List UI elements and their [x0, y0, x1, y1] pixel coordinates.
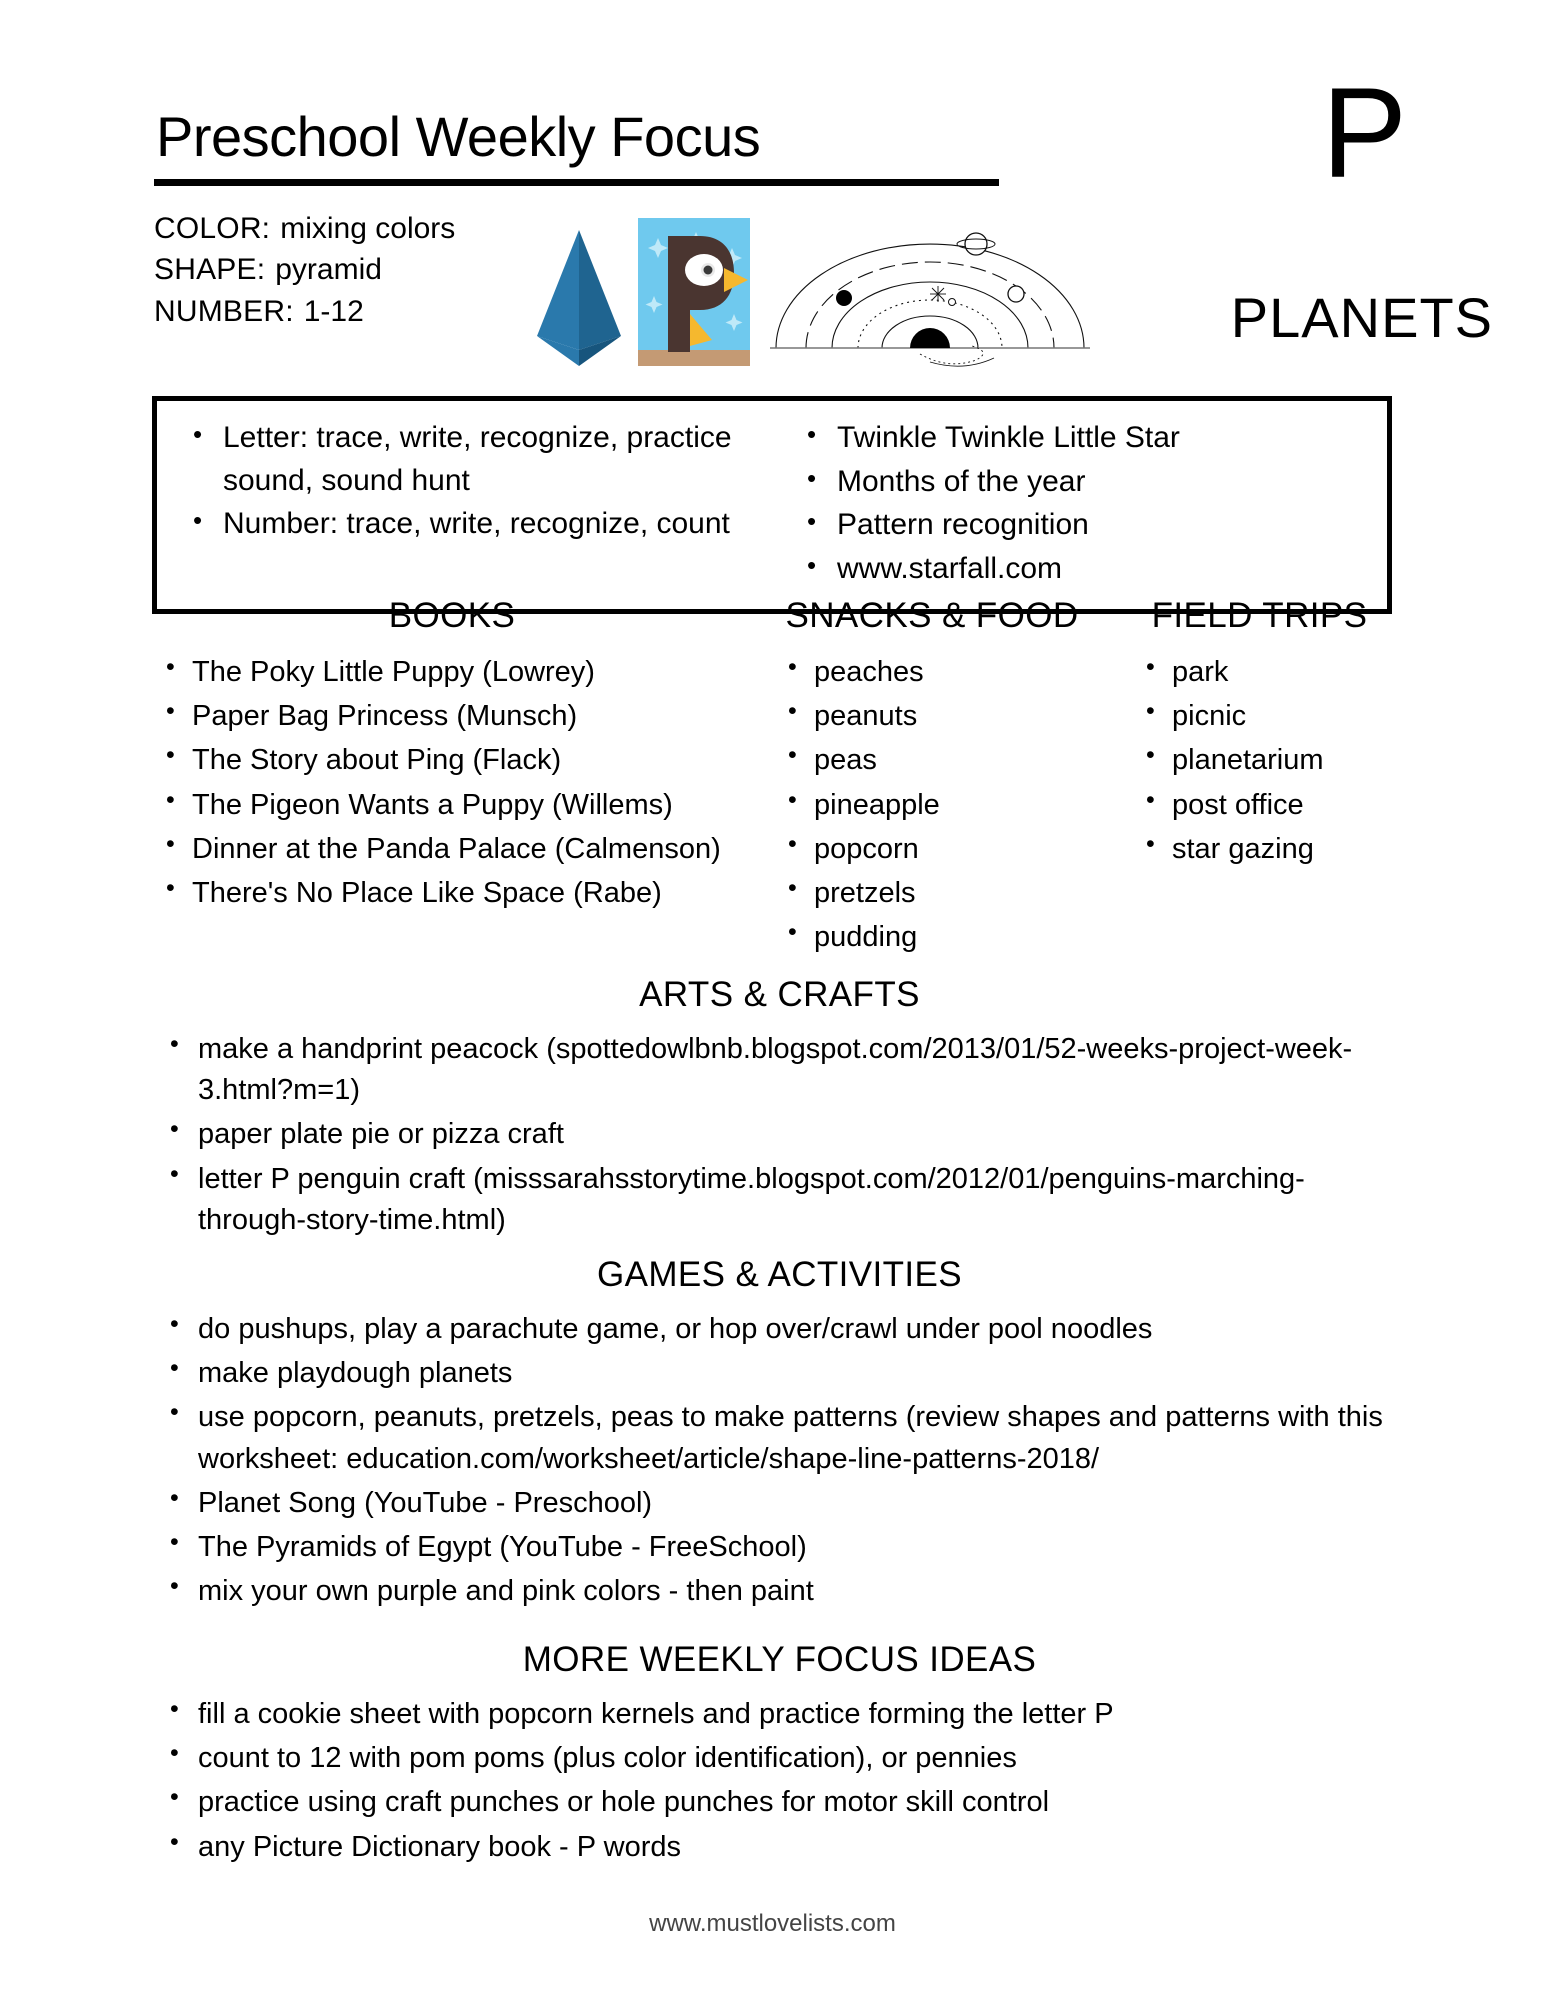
attribute-key-color: COLOR: [154, 211, 271, 245]
focus-left-list [177, 417, 753, 546]
theme-word: PLANETS [1230, 286, 1493, 349]
list-item: • The Pigeon Wants a Puppy (Willems) [192, 785, 752, 826]
list-item: • post office [1172, 785, 1407, 826]
page-title: Preschool Weekly Focus [156, 105, 761, 168]
list-item: • peaches [814, 652, 1112, 693]
list-item: • Paper Bag Princess (Munsch) [192, 696, 752, 737]
list-item: • peanuts [814, 696, 1112, 737]
field-trips-list [1112, 652, 1407, 870]
attribute-key-shape: SHAPE: [154, 253, 266, 287]
list-item[interactable]: • www.starfall.com [835, 548, 1367, 591]
list-item: • Number: trace, write, recognize, count [221, 503, 753, 546]
list-item: • pudding [814, 917, 1112, 958]
focus-right-list [791, 417, 1367, 590]
focus-box-right-column [753, 417, 1367, 591]
list-item: • park [1172, 652, 1407, 693]
list-item: • any Picture Dictionary book - P words [198, 1827, 1407, 1868]
three-column-section [152, 596, 1407, 961]
list-item: • Planet Song (YouTube - Preschool) [198, 1483, 1407, 1524]
list-item: • count to 12 with pom poms (plus color identification), or pennies [198, 1738, 1407, 1779]
penguin-letter-p-icon [638, 218, 750, 366]
footer-url[interactable]: www.mustlovelists.com [649, 1910, 896, 1937]
section-heading-field-trips: FIELD TRIPS [1151, 596, 1368, 635]
attribute-value-color: mixing colors [280, 211, 456, 245]
list-item: • make a handprint peacock (spottedowlbnb.blogspot.com/2013/01/52-weeks-project-week-3.html?m=1) [198, 1029, 1407, 1111]
list-item: • letter P penguin craft (misssarahsstorytime.blogspot.com/2012/01/penguins-marching-through-story-time.html) [198, 1159, 1407, 1241]
list-item: • practice using craft punches or hole punches for motor skill control [198, 1782, 1407, 1823]
section-heading-snacks: SNACKS & FOOD [785, 596, 1079, 635]
list-item: • popcorn [814, 829, 1112, 870]
arts-crafts-section [152, 975, 1407, 1244]
list-item: • There's No Place Like Space (Rabe) [192, 873, 752, 914]
title-divider [154, 179, 999, 186]
arts-crafts-list [152, 1029, 1407, 1241]
pyramid-icon [527, 228, 632, 368]
list-item: • Dinner at the Panda Palace (Calmenson) [192, 829, 752, 870]
list-item: • use popcorn, peanuts, pretzels, peas to make patterns (review shapes and patterns with this worksheet: education.com/worksheet/article/shape-line-patterns-2018/ [198, 1397, 1407, 1479]
list-item: • do pushups, play a parachute game, or hop over/crawl under pool noodles [198, 1309, 1407, 1350]
attribute-value-shape: pyramid [275, 253, 382, 287]
focus-box-left-column [177, 417, 753, 591]
list-item: • picnic [1172, 696, 1407, 737]
list-item: • fill a cookie sheet with popcorn kernels and practice forming the letter P [198, 1694, 1407, 1735]
more-ideas-list [152, 1694, 1407, 1868]
section-heading-more-ideas: MORE WEEKLY FOCUS IDEAS [522, 1640, 1037, 1679]
list-item: • The Story about Ping (Flack) [192, 740, 752, 781]
games-activities-section [152, 1255, 1407, 1615]
list-item: • The Poky Little Puppy (Lowrey) [192, 652, 752, 693]
snacks-section [752, 596, 1112, 961]
list-item: • paper plate pie or pizza craft [198, 1114, 1407, 1155]
field-trips-section [1112, 596, 1407, 961]
attribute-key-number: NUMBER: [154, 294, 294, 328]
list-item: • peas [814, 740, 1112, 781]
solar-system-illustration [770, 228, 1090, 368]
section-heading-games-activities: GAMES & ACTIVITIES [596, 1255, 963, 1294]
list-item: • pretzels [814, 873, 1112, 914]
attribute-value-number: 1-12 [303, 294, 364, 328]
games-activities-list [152, 1309, 1407, 1612]
list-item: • The Pyramids of Egypt (YouTube - FreeSchool) [198, 1527, 1407, 1568]
list-item: • Pattern recognition [835, 504, 1367, 547]
books-section [152, 596, 752, 961]
list-item: • Months of the year [835, 461, 1367, 504]
weekly-focus-box [152, 396, 1392, 614]
snacks-list [752, 652, 1112, 958]
section-heading-arts-crafts: ARTS & CRAFTS [639, 975, 920, 1014]
list-item: • planetarium [1172, 740, 1407, 781]
books-list [152, 652, 752, 914]
section-heading-books: BOOKS [388, 596, 516, 635]
list-item: • pineapple [814, 785, 1112, 826]
list-item: • Letter: trace, write, recognize, practice sound, sound hunt [221, 417, 753, 502]
list-item: • make playdough planets [198, 1353, 1407, 1394]
list-item: • star gazing [1172, 829, 1407, 870]
letter-of-week: P [1321, 62, 1405, 205]
list-item: • Twinkle Twinkle Little Star [835, 417, 1367, 460]
more-ideas-section [152, 1640, 1407, 1871]
list-item: • mix your own purple and pink colors - then paint [198, 1571, 1407, 1612]
